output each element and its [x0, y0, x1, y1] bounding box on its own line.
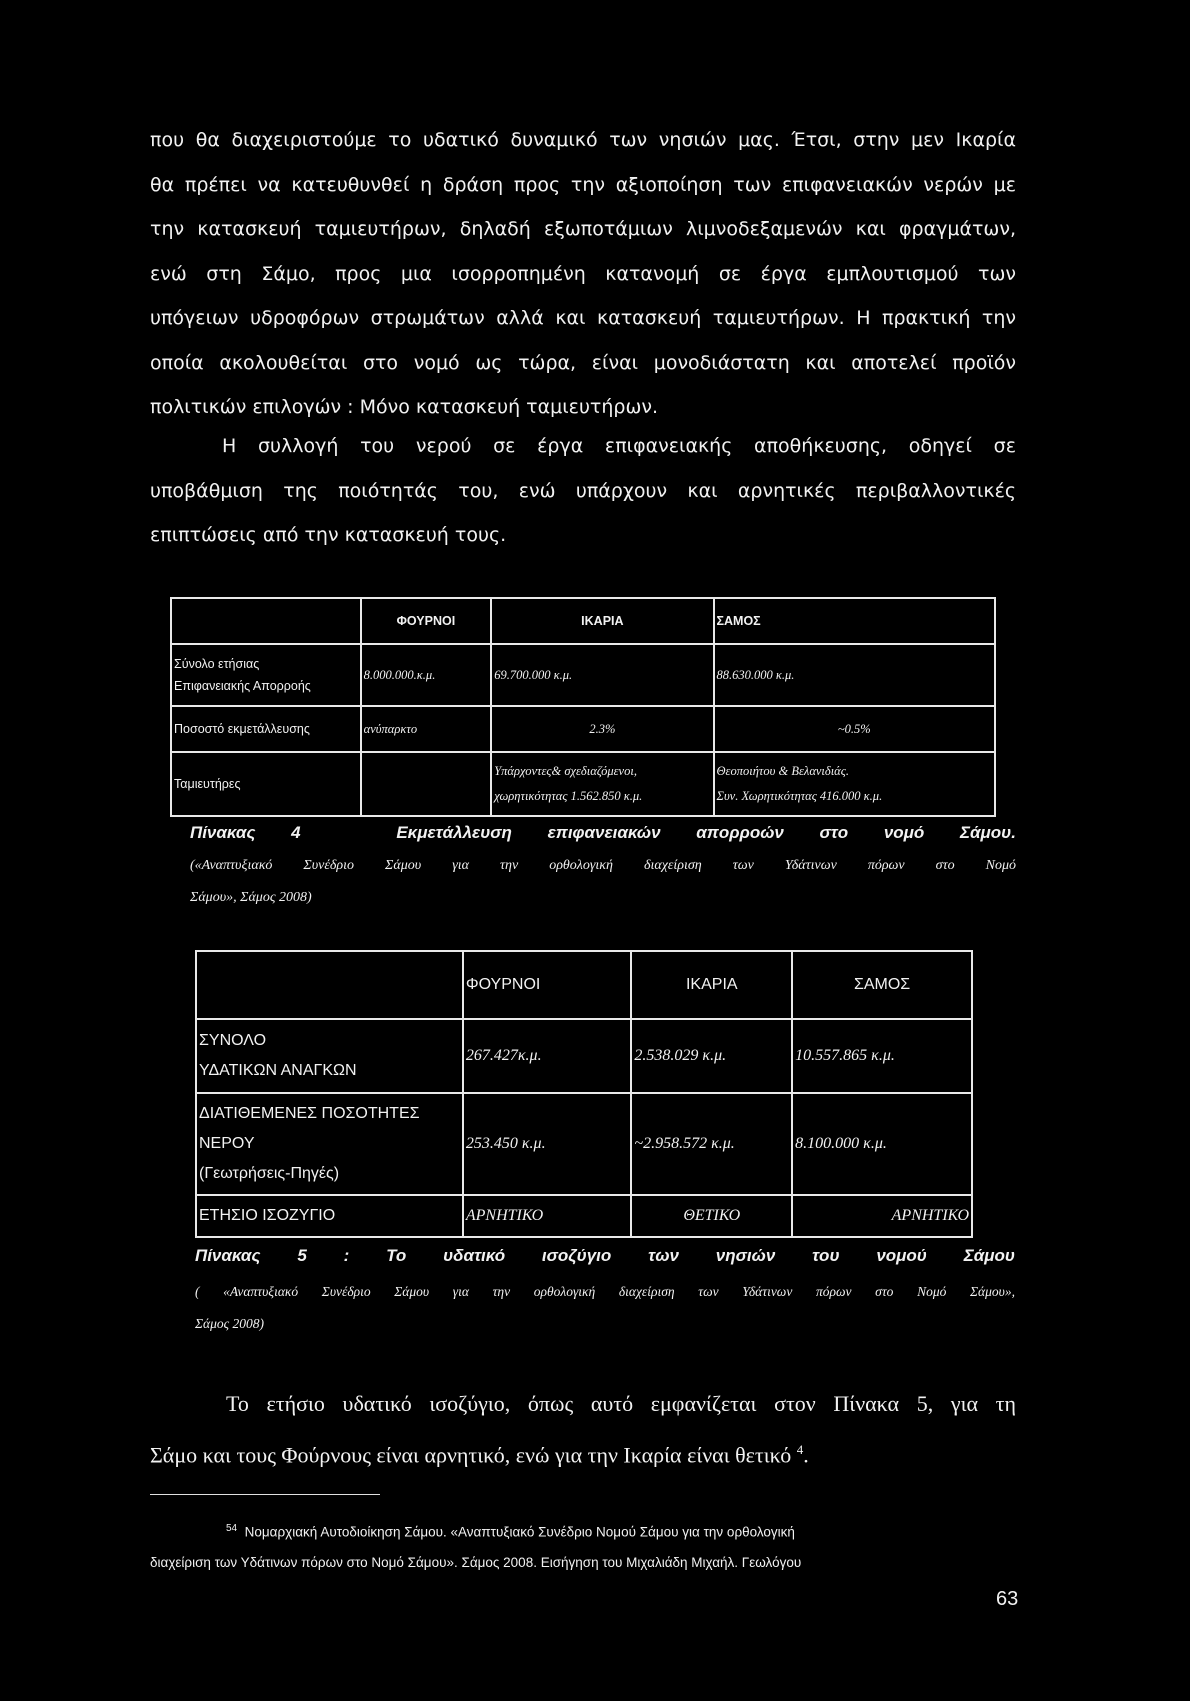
footnote [150, 1514, 1020, 1578]
text-line: που θα διαχειριστούμε το υδατικό δυναμικό των νησιών μας. Έτσι, στην μεν Ικαρία [150, 129, 1016, 151]
table-source-4-cont: Σάμου», Σάμος 2008) [190, 890, 312, 905]
header-samos: ΣΑΜΟΣ [792, 951, 972, 1019]
text-line: πολιτικών επιλογών : Μόνο κατασκευή ταμιευτήρων. [150, 396, 659, 418]
row-label: ΣΥΝΟΛΟ [199, 1032, 267, 1049]
table-surface-runoff [170, 597, 996, 817]
row-label: ΔΙΑΤΙΘΕΜΕΝΕΣ ΠΟΣΟΤΗΤΕΣ [199, 1105, 420, 1122]
table-row [196, 1019, 972, 1093]
text-line: την κατασκευή ταμιευτήρων, δηλαδή εξωποτάμιων λιμνοδεξαμενών και φραγμάτων, [150, 218, 1016, 240]
header-ikaria: ΙΚΑΡΙΑ [631, 951, 792, 1019]
cell-value: 8.100.000 κ.μ. [792, 1093, 972, 1195]
row-label: ΕΤΗΣΙΟ ΙΣΟΖΥΓΙΟ [196, 1195, 463, 1237]
table-caption-5: Πίνακας 5 : Το υδατικό ισοζύγιο των νησιών του νομού Σάμου [195, 1246, 1015, 1265]
table-row [196, 1195, 972, 1237]
table-row [171, 752, 995, 816]
body-paragraph-1 [150, 118, 1016, 430]
row-label: Επιφανειακής Απορροής [174, 679, 311, 693]
cell-value [361, 752, 492, 816]
table-row [171, 644, 995, 706]
text-line: Η συλλογή του νερού σε έργα επιφανειακής αποθήκευσης, οδηγεί σε [222, 435, 1016, 457]
table-header-row [171, 598, 995, 644]
cell-value: Θεοποιήτου & Βελανιδιάς. [716, 764, 849, 778]
row-label: ΝΕΡΟΥ [199, 1135, 255, 1152]
footnote-text: Νομαρχιακή Αυτοδιοίκηση Σάμου. «Αναπτυξιακό Συνέδριο Νομού Σάμου για την ορθολογική [244, 1524, 795, 1540]
cell-value: ΑΡΝΗΤΙΚΟ [792, 1195, 972, 1237]
cell-value: 2.3% [491, 706, 713, 752]
cell-value: Υπάρχοντες& σχεδιαζόμενοι, [494, 764, 637, 778]
cell-value: ΑΡΝΗΤΙΚΟ [463, 1195, 632, 1237]
cell-value: χωρητικότητας 1.562.850 κ.μ. [494, 789, 643, 803]
text-line: ενώ στη Σάμο, προς μια ισορροπημένη κατανομή σε έργα εμπλουτισμού των [150, 262, 1016, 285]
text-line: Το ετήσιο υδατικό ισοζύγιο, όπως αυτό εμφανίζεται στον Πίνακα 5, για τη [226, 1391, 1016, 1416]
cell-value: 69.700.000 κ.μ. [491, 644, 713, 706]
footnote-number: 54 [226, 1523, 238, 1534]
text-line: υποβάθμιση της ποιότητάς του, ενώ υπάρχουν και αρνητικές περιβαλλοντικές [150, 479, 1016, 502]
cell-value: 2.538.029 κ.μ. [631, 1019, 792, 1093]
row-label: (Γεωτρήσεις-Πηγές) [199, 1165, 340, 1182]
cell-value: 88.630.000 κ.μ. [714, 644, 995, 706]
cell-value: ΘΕΤΙΚΟ [631, 1195, 792, 1237]
table-row [196, 1093, 972, 1195]
cell-value: ανύπαρκτο [361, 706, 492, 752]
cell-value: Συν. Χωρητικότητας 416.000 κ.μ. [716, 789, 883, 803]
cell-value: ~0.5% [714, 706, 995, 752]
text-line: υπόγειων υδροφόρων στρωμάτων αλλά και κατασκευή ταμιευτήρων. Η πρακτική την [150, 307, 1016, 329]
row-label: Ποσοστό εκμετάλλευσης [171, 706, 361, 752]
cell-value: 253.450 κ.μ. [463, 1093, 632, 1195]
footnote-rule [150, 1494, 380, 1495]
header-fourni: ΦΟΥΡΝΟΙ [463, 951, 632, 1019]
text-line: Σάμο και τους Φούρνους είναι αρνητικό, ενώ για την Ικαρία είναι θετικό $^4$. [150, 1442, 809, 1468]
footnote-text: διαχείριση των Υδάτινων πόρων στο Νομό Σάμου». Σάμος 2008. Εισήγηση του Μιχαλιάδη Μιχαήλ. Γεωλόγου [150, 1554, 802, 1570]
table-water-balance [195, 950, 973, 1238]
row-label: Σύνολο ετήσιας [174, 657, 260, 671]
header-fourni: ΦΟΥΡΝΟΙ [361, 598, 492, 644]
cell-value: 267.427κ.μ. [463, 1019, 632, 1093]
cell-value: ~2.958.572 κ.μ. [631, 1093, 792, 1195]
row-label: Ταμιευτήρες [171, 752, 361, 816]
row-label: ΥΔΑΤΙΚΩΝ ΑΝΑΓΚΩΝ [199, 1062, 357, 1079]
cell-value: 10.557.865 κ.μ. [792, 1019, 972, 1093]
header-samos: ΣΑΜΟΣ [714, 598, 995, 644]
table-caption-4: Πίνακας 4 Εκμετάλλευση επιφανειακών απορροών στο νομό Σάμου. [190, 823, 1016, 842]
table-source-4: («Αναπτυξιακό Συνέδριο Σάμου για την ορθολογική διαχείριση των Υδάτινων πόρων στο Νομό [190, 858, 1016, 873]
text-line: οποία ακολουθείται στο νομό ως τώρα, είναι μονοδιάστατη και αποτελεί προϊόν [150, 351, 1016, 374]
body-paragraph-2 [150, 424, 1016, 558]
table-header-row [196, 951, 972, 1019]
header-ikaria: ΙΚΑΡΙΑ [491, 598, 713, 644]
table-row [171, 706, 995, 752]
footnote-ref[interactable]: 4 [796, 1442, 804, 1457]
table-source-5: ( «Αναπτυξιακό Συνέδριο Σάμου για την ορθολογική διαχείριση των Υδάτινων πόρων στο Νομό Σάμου», [195, 1284, 1015, 1299]
table-source-5-cont: Σάμος 2008) [195, 1316, 264, 1331]
body-paragraph-3 [150, 1381, 1016, 1478]
text-line: επιπτώσεις από την κατασκευή τους. [150, 524, 507, 546]
cell-value: 8.000.000.κ.μ. [361, 644, 492, 706]
text-line: θα πρέπει να κατευθυνθεί η δράση προς την αξιοποίηση των επιφανειακών νερών με [150, 173, 1016, 196]
page-number: 63 [996, 1588, 1019, 1610]
